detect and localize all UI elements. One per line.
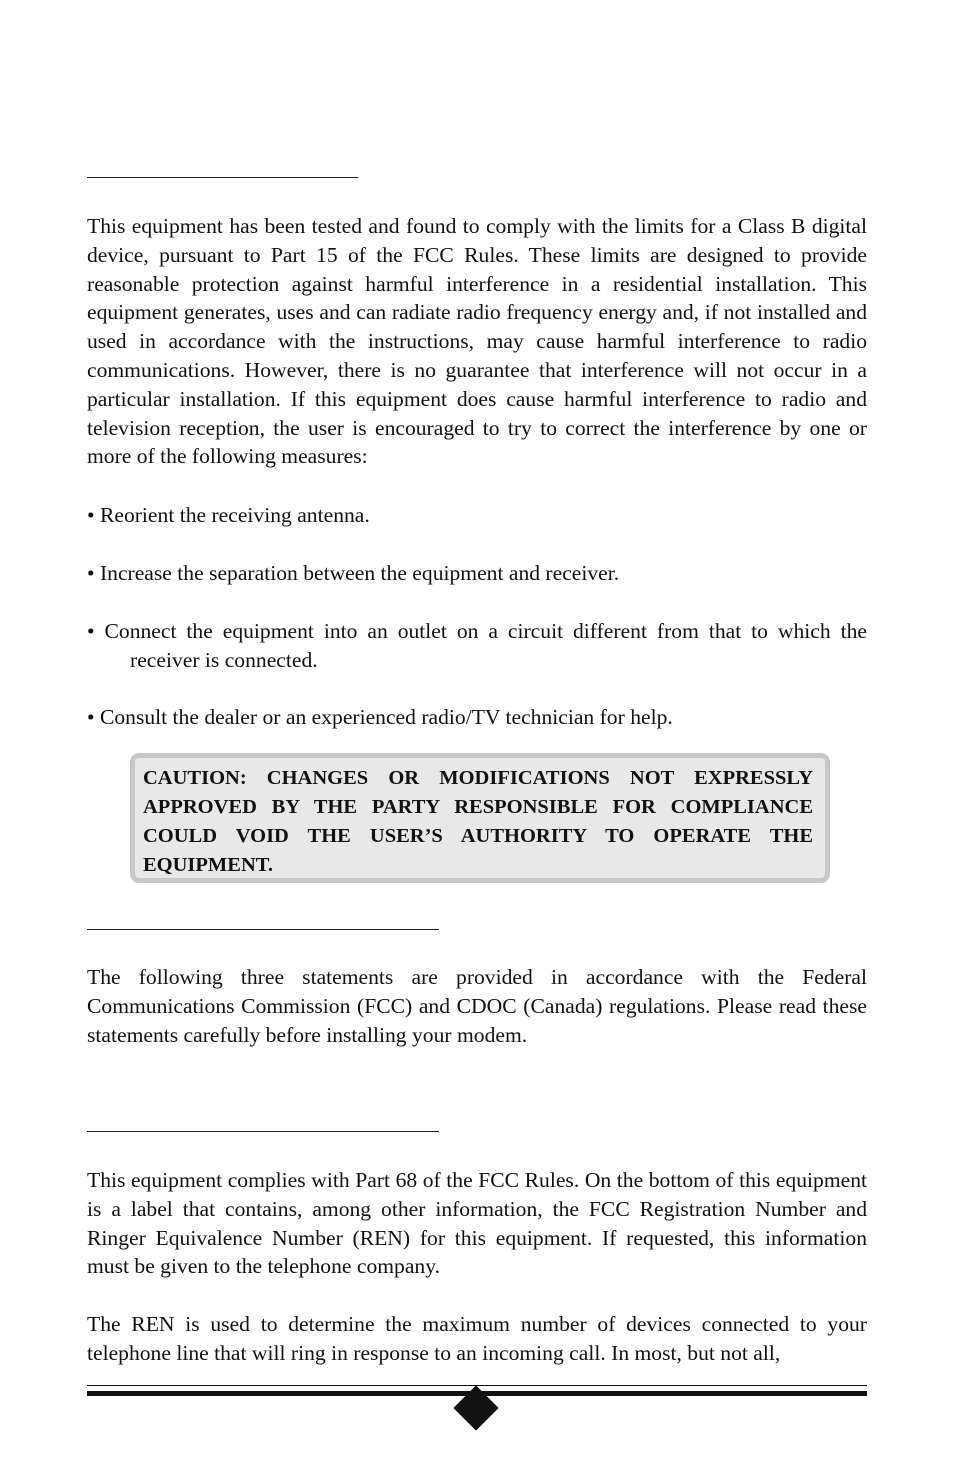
measure-item-1: • Reorient the receiving antenna. <box>87 503 370 527</box>
measure-item-4: • Consult the dealer or an experienced radio/TV technician for help. <box>87 705 673 729</box>
measure-item-2: • Increase the separation between the equipment and receiver. <box>87 561 620 585</box>
caution-box <box>130 753 830 883</box>
fcc-part68-paragraph-1: This equipment complies with Part 68 of the FCC Rules. On the bottom of this equipment is a label that contains, among other information, the FCC Registration Number and Ringer Equivalence Number (REN) for this equipment. If requested, this information must be given to the telephone company. <box>87 1168 867 1279</box>
caution-text: CAUTION: CHANGES OR MODIFICATIONS NOT EXPRESSLY APPROVED BY THE PARTY RESPONSIBLE FOR COMPLIANCE COULD VOID THE USER’S AUTHORITY TO OPERATE THE EQUIPMENT. <box>143 767 813 876</box>
section-rule-3 <box>87 1131 439 1132</box>
section-rule-2 <box>87 929 439 930</box>
fcc-part15-paragraph: This equipment has been tested and found to comply with the limits for a Class B digital device, pursuant to Part 15 of the FCC Rules. These limits are designed to provide reasonable protection against harmful interference in a residential installation. This equipment generates, uses and can radiate radio frequency energy and, if not installed and used in accordance with the instructions, may cause harmful interference to radio communications. However, there is no guarantee that interference will not occur in a particular installation. If this equipment does cause harmful interference to radio and television reception, the user is encouraged to try to correct the interference by one or more of the following measures: <box>87 214 867 469</box>
fcc-part68-paragraph-2: The REN is used to determine the maximum number of devices connected to your telephone line that will ring in response to an incoming call. In most, but not all, <box>87 1312 867 1365</box>
section-rule-1 <box>87 177 358 178</box>
statements-intro-paragraph: The following three statements are provided in accordance with the Federal Communications Commission (FCC) and CDOC (Canada) regulations. Please read these statements carefully before installing your modem. <box>87 965 867 1047</box>
measure-item-3: • Connect the equipment into an outlet on a circuit different from that to which the receiver is connected. <box>87 619 867 672</box>
